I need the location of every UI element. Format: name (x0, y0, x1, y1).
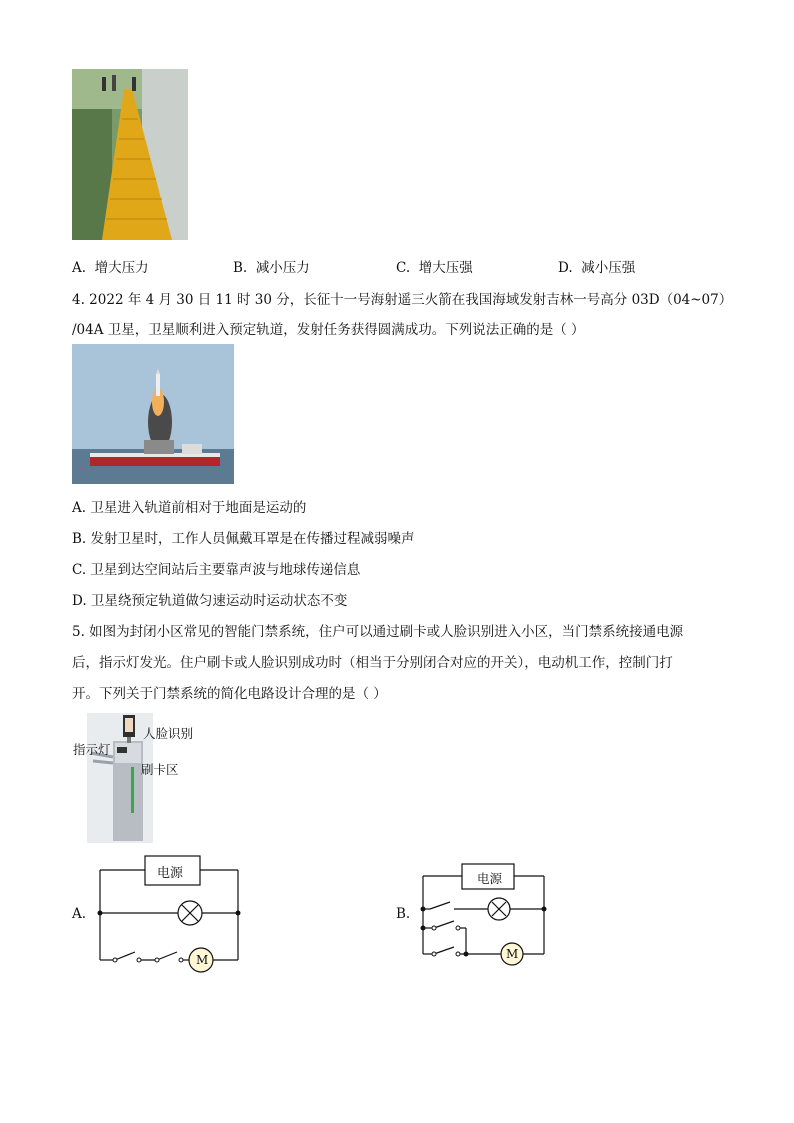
option-letter: A. (72, 260, 87, 276)
option-text: 增大压强 (418, 260, 473, 276)
circuit-a-letter: A. (72, 906, 87, 922)
face-recognition-label: 人脸识别 (143, 726, 194, 741)
card-area-label: 刷卡区 (141, 762, 179, 777)
q4-option-b: B. 发射卫星时，工作人员佩戴耳罩是在传播过程减弱噪声 (72, 531, 415, 547)
q5-stem-line-1: 5. 如图为封闭小区常见的智能门禁系统，住户可以通过刷卡或人脸识别进入小区，当门禁系统接通电源 (72, 624, 684, 640)
option-a (72, 256, 149, 276)
q4-option-d: D. 卫星绕预定轨道做匀速运动时运动状态不变 (72, 593, 348, 609)
q4-option-c: C. 卫星到达空间站后主要靠声波与地球传递信息 (72, 562, 361, 578)
tactile-paving-photo (72, 69, 188, 240)
circuit-b-letter: B. (396, 906, 411, 922)
q4-stem-line-2: /04A 卫星，卫星顺利进入预定轨道，发射任务获得圆满成功。下列说法正确的是（ ） (72, 322, 585, 338)
q5-stem-line-2: 后，指示灯发光。住户刷卡或人脸识别成功时（相当于分别闭合对应的开关），电动机工作，控制门打 (72, 655, 673, 671)
option-letter: B. (233, 260, 248, 276)
q4-stem-line-1: 4. 2022 年 4 月 30 日 11 时 30 分，长征十一号海射遥三火箭在我国海域发射吉林一号高分 03D（04~07） (72, 292, 733, 308)
option-text: 减小压强 (581, 260, 636, 276)
q4-option-a: A. 卫星进入轨道前相对于地面是运动的 (72, 500, 307, 516)
option-text: 增大压力 (94, 260, 149, 276)
q5-stem-line-3: 开。下列关于门禁系统的简化电路设计合理的是（ ） (72, 686, 387, 702)
circuit-b-power-label: 电源 (477, 871, 503, 886)
option-text: 减小压力 (255, 260, 310, 276)
option-letter: D. (558, 260, 573, 276)
option-letter: C. (396, 260, 411, 276)
circuit-a-motor-label: M (196, 953, 209, 967)
option-d (558, 256, 635, 276)
circuit-a-power-label: 电源 (157, 866, 184, 881)
indicator-light-label: 指示灯 (73, 742, 111, 757)
option-b (233, 256, 310, 276)
rocket-launch-photo (72, 344, 234, 484)
circuit-b-motor-label: M (506, 947, 519, 961)
option-c (396, 256, 473, 276)
